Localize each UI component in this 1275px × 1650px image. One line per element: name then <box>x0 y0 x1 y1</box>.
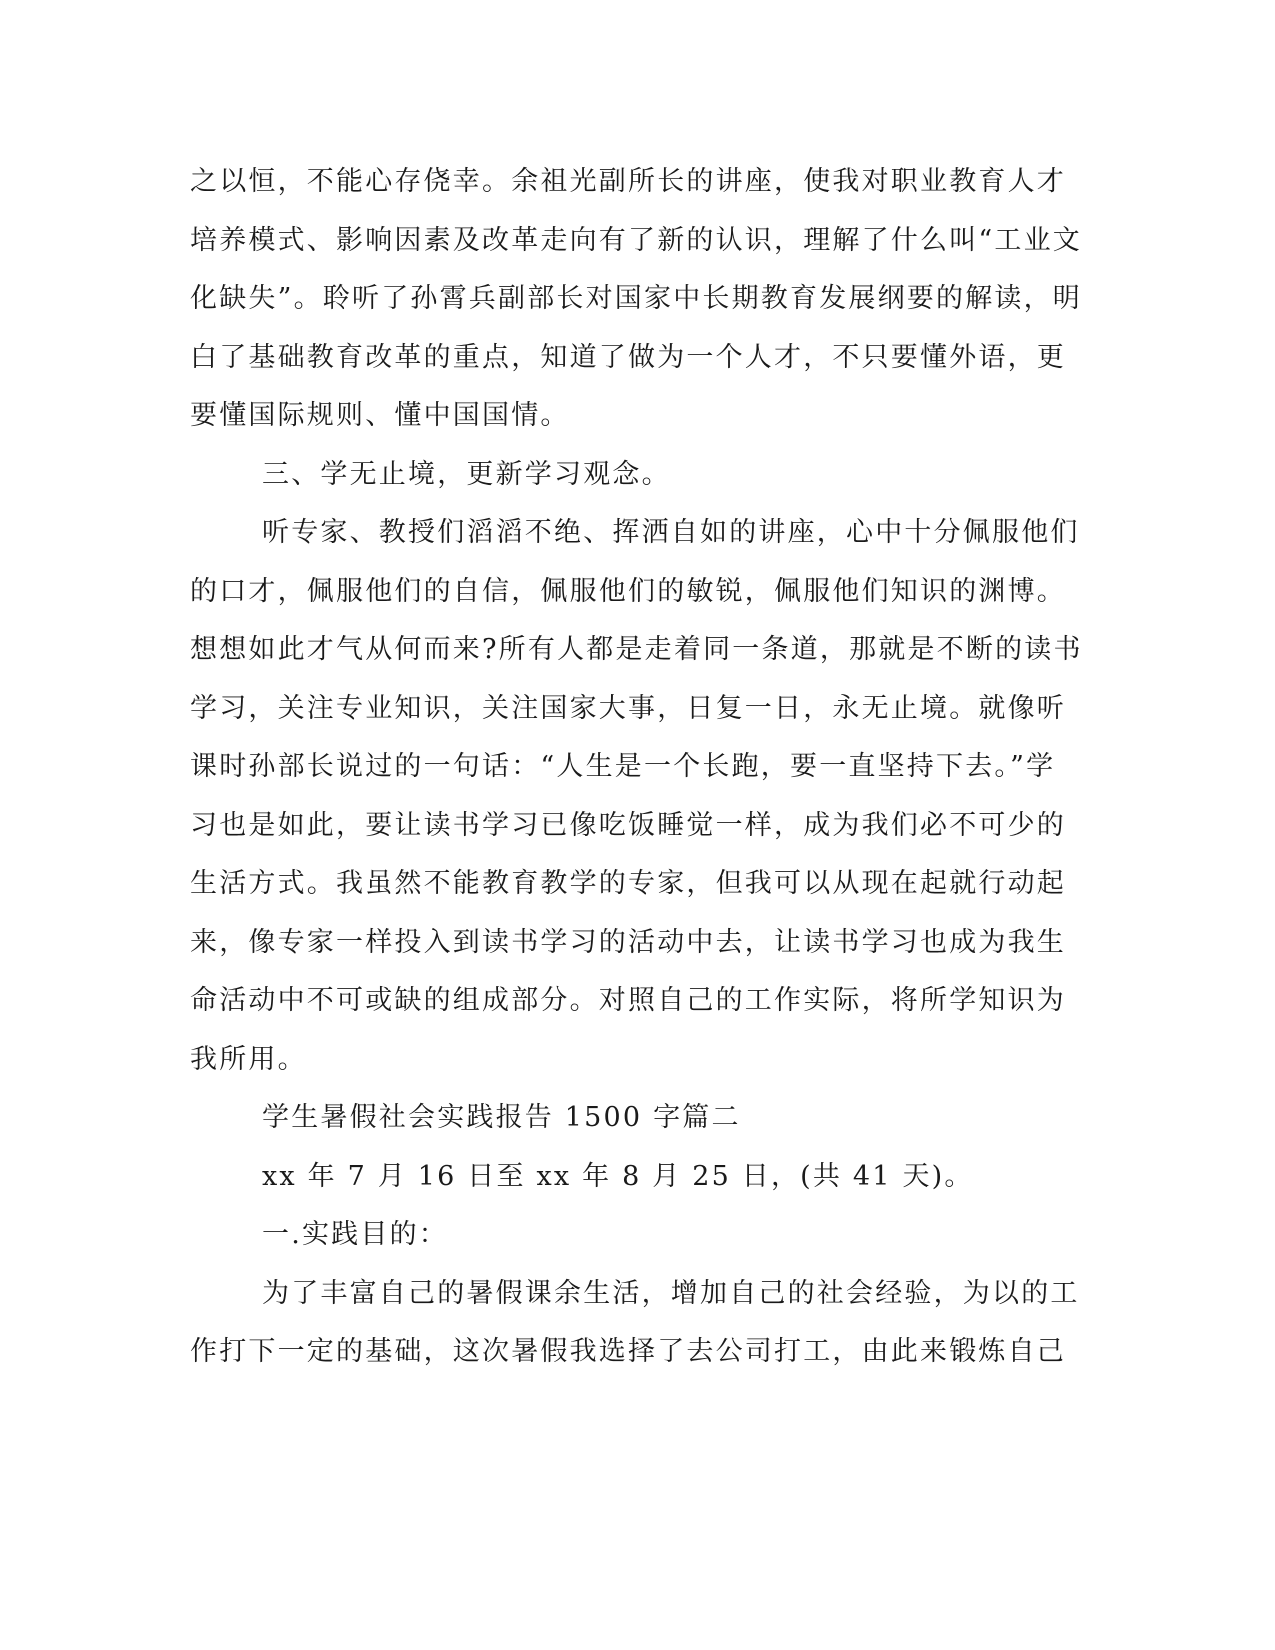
text-line: 命活动中不可或缺的组成部分。对照自己的工作实际，将所学知识为 <box>190 985 1066 1016</box>
text-line: 课时孙部长说过的一句话：“人生是一个长跑，要一直坚持下去。”学 <box>190 751 1056 782</box>
text-line: 想想如此才气从何而来?所有人都是走着同一条道，那就是不断的读书 <box>190 634 1083 665</box>
section-heading: 一.实践目的： <box>262 1219 448 1250</box>
text-line: 之以恒，不能心存侥幸。余祖光副所长的讲座，使我对职业教育人才 <box>190 166 1066 197</box>
article-subtitle: 学生暑假社会实践报告 1500 字篇二 <box>262 1102 741 1133</box>
text-line: 我所用。 <box>190 1044 307 1075</box>
text-line: 学习，关注专业知识，关注国家大事，日复一日，永无止境。就像听 <box>190 693 1066 724</box>
text-line: 来，像专家一样投入到读书学习的活动中去，让读书学习也成为我生 <box>190 927 1066 958</box>
text-line: 习也是如此，要让读书学习已像吃饭睡觉一样，成为我们必不可少的 <box>190 810 1066 841</box>
date-range: xx 年 7 月 16 日至 xx 年 8 月 25 日，(共 41 天)。 <box>262 1161 974 1192</box>
text-line: 生活方式。我虽然不能教育教学的专家，但我可以从现在起就行动起 <box>190 868 1066 899</box>
text-line: 的口才，佩服他们的自信，佩服他们的敏锐，佩服他们知识的渊博。 <box>190 576 1066 607</box>
text-line: 作打下一定的基础，这次暑假我选择了去公司打工，由此来锻炼自己 <box>190 1336 1066 1367</box>
text-line: 为了丰富自己的暑假课余生活，增加自己的社会经验，为以的工 <box>262 1278 1080 1309</box>
text-line: 化缺失”。聆听了孙霄兵副部长对国家中长期教育发展纲要的解读，明 <box>190 283 1083 314</box>
section-heading: 三、学无止境，更新学习观念。 <box>262 459 671 490</box>
text-line: 听专家、教授们滔滔不绝、挥洒自如的讲座，心中十分佩服他们 <box>262 517 1080 548</box>
text-line: 白了基础教育改革的重点，知道了做为一个人才，不只要懂外语，更 <box>190 342 1066 373</box>
text-line: 要懂国际规则、懂中国国情。 <box>190 400 570 431</box>
text-line: 培养模式、影响因素及改革走向有了新的认识，理解了什么叫“工业文 <box>190 225 1083 256</box>
